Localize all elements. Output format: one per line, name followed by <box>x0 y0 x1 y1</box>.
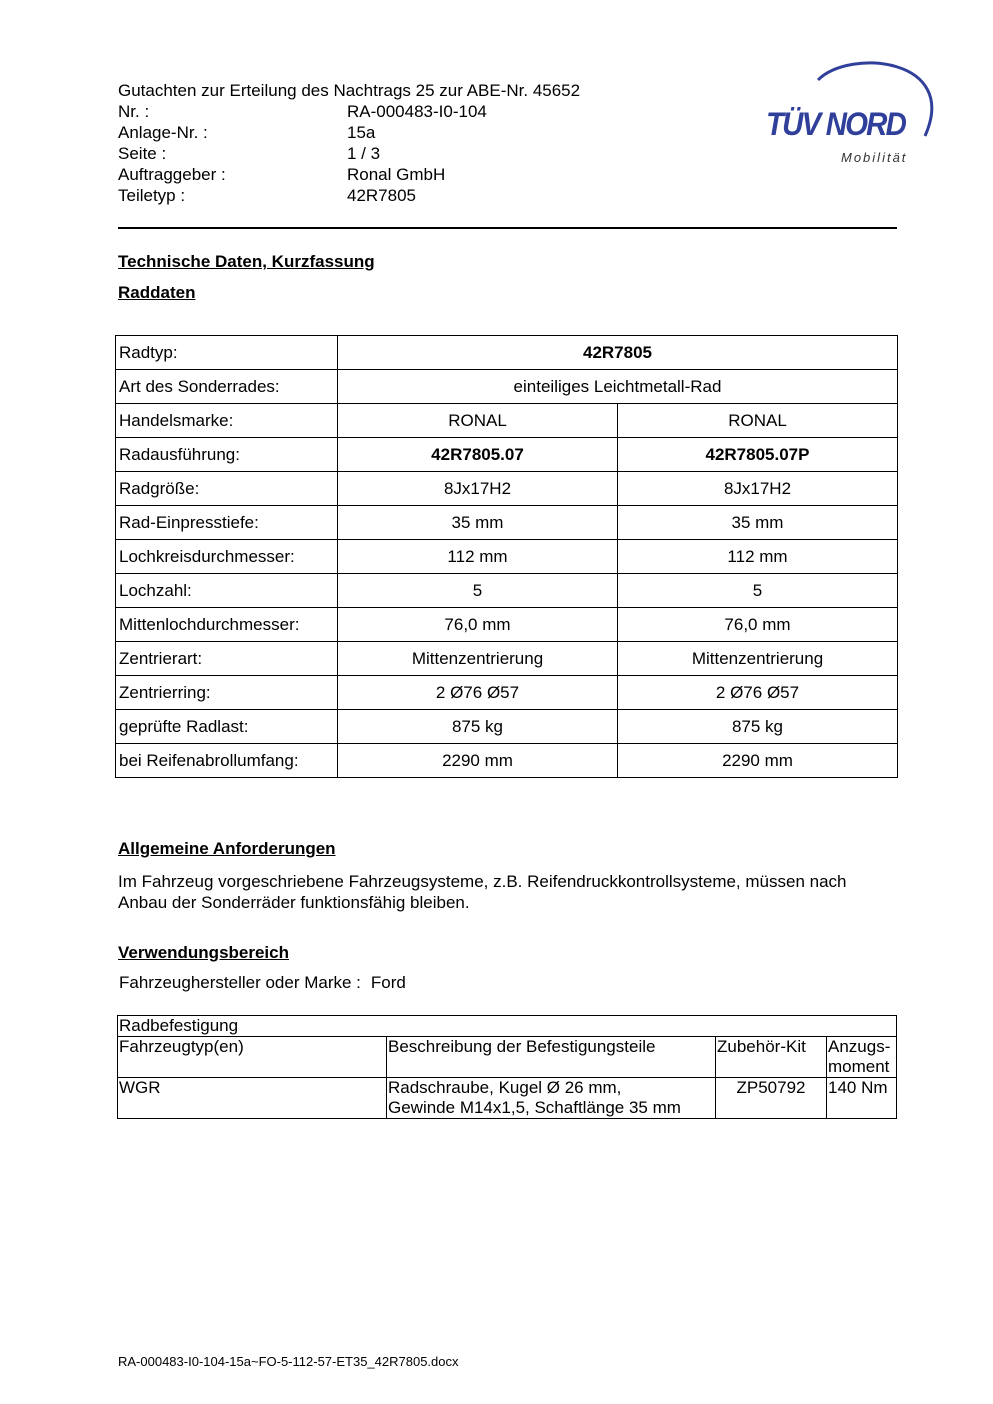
row-label: bei Reifenabrollumfang: <box>116 744 338 778</box>
row-label: Radgröße: <box>116 472 338 506</box>
section-title-verwendung: Verwendungsbereich <box>118 943 289 962</box>
raddaten-table <box>115 335 898 778</box>
cell-beschreibung <box>387 1078 716 1119</box>
col-header-moment-line1: Anzugs- <box>828 1037 891 1056</box>
allgemein-paragraph: Im Fahrzeug vorgeschriebene Fahrzeugsysteme, z.B. Reifendruckkontrollsysteme, müssen nach Anbau der Sonderräder funktionsfähig bleiben. <box>118 872 847 912</box>
table-row <box>116 574 898 608</box>
table-row <box>116 676 898 710</box>
cell-b: 2290 mm <box>618 744 898 778</box>
col-header-typ: Fahrzeugtyp(en) <box>118 1037 387 1078</box>
cell-b: 8Jx17H2 <box>618 472 898 506</box>
header-label: Nr. : <box>118 102 150 121</box>
table-row <box>116 540 898 574</box>
cell-a: 42R7805.07 <box>338 438 618 472</box>
cell-b: Mittenzentrierung <box>618 642 898 676</box>
header-label: Teiletyp : <box>118 186 186 205</box>
cell-b: 875 kg <box>618 710 898 744</box>
cell-typ: WGR <box>118 1078 387 1119</box>
cell-b: 112 mm <box>618 540 898 574</box>
footer-filename: RA-000483-I0-104-15a~FO-5-112-57-ET35_42R7805.docx <box>118 1354 459 1369</box>
header-value: 1 / 3 <box>347 144 381 163</box>
header-divider <box>118 227 897 229</box>
cell-a: 112 mm <box>338 540 618 574</box>
maker-label: Fahrzeughersteller oder Marke : <box>119 973 361 992</box>
header-value: RA-000483-I0-104 <box>347 102 487 121</box>
cell-a: 35 mm <box>338 506 618 540</box>
cell-b: RONAL <box>618 404 898 438</box>
cell-a: 76,0 mm <box>338 608 618 642</box>
row-label: Zentrierart: <box>116 642 338 676</box>
table-row <box>116 336 898 370</box>
header-label: Anlage-Nr. : <box>118 123 208 142</box>
header-row-auftraggeber <box>118 164 580 185</box>
beschreibung-line1: Radschraube, Kugel Ø 26 mm, <box>388 1078 622 1097</box>
cell-a: RONAL <box>338 404 618 438</box>
cell-b: 35 mm <box>618 506 898 540</box>
table-row <box>116 472 898 506</box>
maker-value: Ford <box>370 973 406 992</box>
cell-a: 875 kg <box>338 710 618 744</box>
col-header-moment-line2: moment <box>828 1057 890 1076</box>
table-row <box>116 642 898 676</box>
cell-a: 2290 mm <box>338 744 618 778</box>
row-label: Lochkreisdurchmesser: <box>116 540 338 574</box>
table-row <box>116 608 898 642</box>
cell-a: 5 <box>338 574 618 608</box>
radbefestigung-table <box>117 1015 897 1119</box>
table-row <box>118 1078 897 1119</box>
cell-a: 8Jx17H2 <box>338 472 618 506</box>
table-row <box>116 744 898 778</box>
row-label: Radtyp: <box>116 336 338 370</box>
header-title: Gutachten zur Erteilung des Nachtrags 25 zur ABE-Nr. 45652 <box>118 81 581 100</box>
row-label: geprüfte Radlast: <box>116 710 338 744</box>
cell-b: 5 <box>618 574 898 608</box>
cell-b: 76,0 mm <box>618 608 898 642</box>
cell-moment: 140 Nm <box>827 1078 897 1119</box>
table-row <box>116 506 898 540</box>
beschreibung-line2: Gewinde M14x1,5, Schaftlänge 35 mm <box>388 1098 681 1117</box>
row-label: Handelsmarke: <box>116 404 338 438</box>
cell-b: 2 Ø76 Ø57 <box>618 676 898 710</box>
header-row-anlage <box>118 122 580 143</box>
art-value: einteiliges Leichtmetall-Rad <box>338 370 898 404</box>
logo-subtitle: Mobilität <box>841 150 908 165</box>
cell-a: 2 Ø76 Ø57 <box>338 676 618 710</box>
vehicle-maker <box>119 973 406 993</box>
section-title-allgemein: Allgemeine Anforderungen <box>118 839 336 858</box>
header-row-nr <box>118 101 580 122</box>
row-label: Mittenlochdurchmesser: <box>116 608 338 642</box>
cell-a: Mittenzentrierung <box>338 642 618 676</box>
header-value: 42R7805 <box>347 186 417 205</box>
header-label: Seite : <box>118 144 167 163</box>
section-title-tech: Technische Daten, Kurzfassung <box>118 252 375 271</box>
cell-kit: ZP50792 <box>716 1078 827 1119</box>
row-label: Art des Sonderrades: <box>116 370 338 404</box>
radtyp-value: 42R7805 <box>338 336 898 370</box>
tuv-nord-logo <box>760 58 945 173</box>
table-title: Radbefestigung <box>118 1016 897 1037</box>
table-header-row <box>118 1037 897 1078</box>
table-row <box>116 710 898 744</box>
section-title-raddaten: Raddaten <box>118 283 196 302</box>
col-header-kit: Zubehör-Kit <box>716 1037 827 1078</box>
header-row-teiletyp <box>118 185 580 206</box>
table-row <box>116 404 898 438</box>
cell-b: 42R7805.07P <box>618 438 898 472</box>
document-header <box>118 80 580 206</box>
row-label: Zentrierring: <box>116 676 338 710</box>
table-row <box>118 1016 897 1037</box>
col-header-beschreibung: Beschreibung der Befestigungsteile <box>387 1037 716 1078</box>
col-header-moment <box>827 1037 897 1078</box>
header-value: 15a <box>347 123 376 142</box>
table-row <box>116 370 898 404</box>
header-label: Auftraggeber : <box>118 165 226 184</box>
header-value: Ronal GmbH <box>347 165 446 184</box>
row-label: Radausführung: <box>116 438 338 472</box>
table-row <box>116 438 898 472</box>
logo-brand: TÜV NORD <box>766 106 906 142</box>
header-row-seite <box>118 143 580 164</box>
row-label: Rad-Einpresstiefe: <box>116 506 338 540</box>
row-label: Lochzahl: <box>116 574 338 608</box>
